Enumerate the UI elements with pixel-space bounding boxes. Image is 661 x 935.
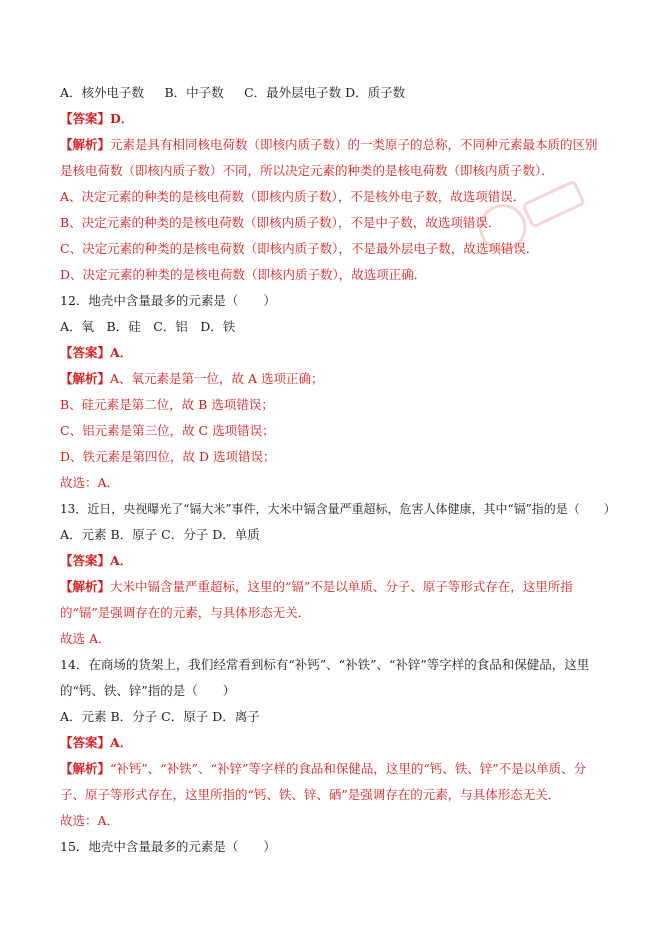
q14-conclusion: 故选：A． (60, 813, 120, 828)
q14-answer: 【答案】A． (60, 735, 133, 750)
q14-question: 14．在商场的货架上，我们经常看到标有“补钙”、“补铁”、“补锌”等字样的食品和保健品，这里的“钙、铁、锌”指的是（ ） (60, 657, 590, 698)
q15-question: 15．地壳中含量最多的元素是（ ） (60, 839, 276, 854)
q11-analysis-tag: 【解析】 (60, 137, 111, 152)
q12-question: 12．地壳中含量最多的元素是（ ） (60, 293, 276, 308)
q12-line-c: C、铝元素是第三位，故 C 选项错误； (60, 423, 275, 438)
q11-answer: 【答案】D． (60, 111, 134, 126)
q11-line-d: D、决定元素的种类的是核电荷数（即核内质子数），故选项正确． (60, 267, 427, 282)
q14-analysis-tag: 【解析】 (60, 761, 111, 776)
q11-line-a: A、决定元素的种类的是核电荷数（即核内质子数），不是核外电子数，故选项错误． (60, 189, 526, 204)
q13-analysis (60, 574, 605, 626)
q11-line-c: C、决定元素的种类的是核电荷数（即核内质子数），不是最外层电子数，故选项错误． (60, 241, 539, 256)
q12-answer: 【答案】A． (60, 345, 133, 360)
q13-question: 13．近日，央视曝光了“镉大米”事件，大米中镉含量严重超标，危害人体健康，其中“镉”指的是（ ） (60, 502, 616, 516)
q12-options: A．氧 B．硅 C．铝 D．铁 (60, 319, 236, 334)
q12-conclusion: 故选：A． (60, 475, 120, 490)
q12-analysis (60, 366, 605, 392)
q12-line-b: B、硅元素是第二位，故 B 选项错误； (60, 397, 274, 412)
q13-analysis-text: 大米中镉含量严重超标，这里的“镉”不是以单质、分子、原子等形式存在，这里所指的“镉”是强调存在的元素，与具体形态无关． (60, 579, 573, 620)
q13-conclusion: 故选 A． (60, 631, 111, 646)
q13-answer: 【答案】A． (60, 553, 133, 568)
q11-analysis-text: 元素是具有相同核电荷数（即核内质子数）的一类原子的总称，不同种元素最本质的区别是核电荷数（即核内质子数）不同，所以决定元素的种类的是核电荷数（即核内质子数）． (60, 137, 598, 178)
document-page (60, 78, 616, 860)
q14-options: A．元素 B．分子 C．原子 D．离子 (60, 709, 260, 724)
q12-analysis-tag: 【解析】 (60, 371, 111, 386)
q11-options: A．核外电子数 B．中子数 C．最外层电子数 D．质子数 (60, 85, 406, 100)
q13-analysis-tag: 【解析】 (60, 579, 111, 594)
q13-options: A．元素 B．原子 C．分子 D．单质 (60, 527, 260, 542)
q14-analysis-text: “补钙”、“补铁”、“补锌”等字样的食品和保健品，这里的“钙、铁、锌”不是以单质、分子、原子等形式存在，这里所指的“钙、铁、锌、硒”是强调存在的元素，与具体形态无关． (60, 761, 587, 802)
q14-analysis (60, 756, 605, 808)
q12-analysis-first: A、氧元素是第一位，故 A 选项正确； (110, 371, 324, 386)
q12-line-d: D、铁元素是第四位，故 D 选项错误； (60, 449, 276, 464)
q11-line-b: B、决定元素的种类的是核电荷数（即核内质子数），不是中子数，故选项错误． (60, 215, 501, 230)
q11-analysis (60, 132, 605, 184)
